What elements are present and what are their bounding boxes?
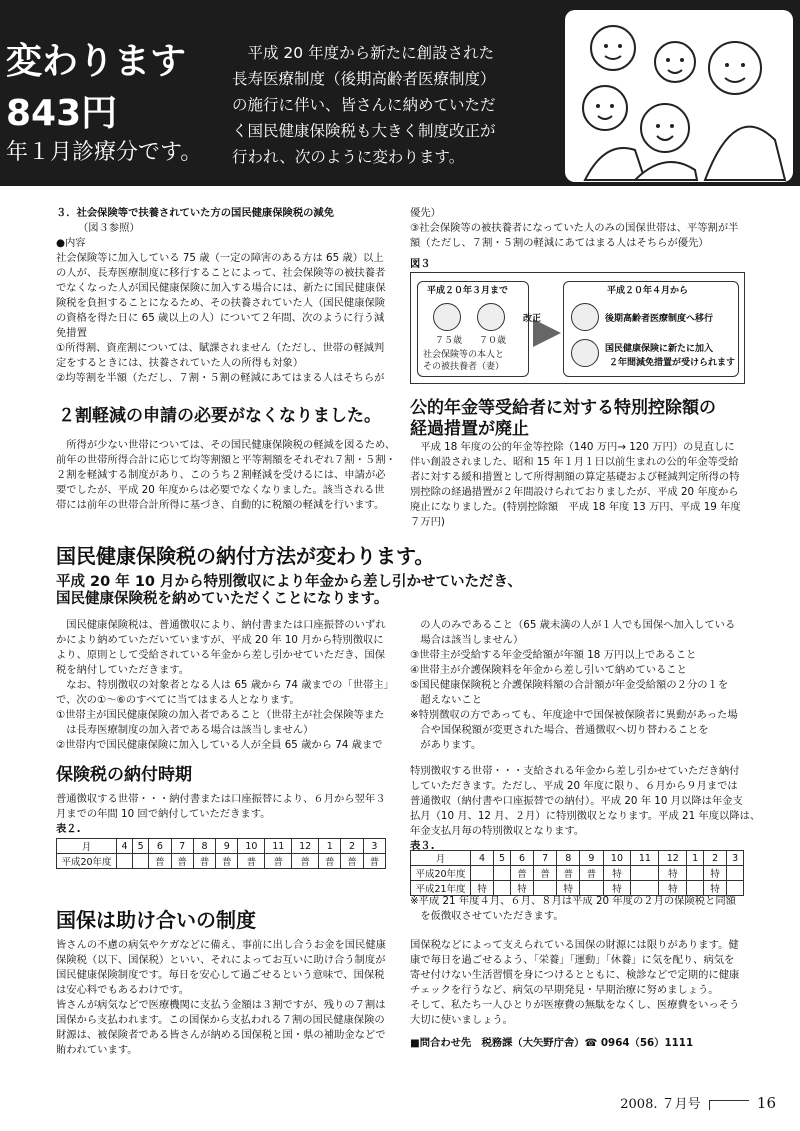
headline-1: 変わります bbox=[6, 41, 187, 82]
section3-title: ３．社会保険等で扶養されていた方の国民健康保険税の減免 bbox=[56, 207, 335, 219]
elder-face-icon bbox=[433, 303, 461, 331]
page-number: 16 bbox=[756, 1094, 776, 1112]
table-row: 平成20年度 普 普 普 普 普 普 普 普 普 普 bbox=[57, 854, 386, 869]
headline-3: 年１月診療分です。 bbox=[6, 140, 203, 165]
para-tokubetsu-right: の人のみであること（65 歳未満の人が１人でも国保へ加入している 場合は該当しません） ③世帯主が受給する年金受給額が年額 18 万円以上であること ④世帯主が介護保険料を年金から差し引いて納めていること ⑤国民健康保険税と介護保険料額の合計額が年金受給額の２分の１を 超えないこと ※特別徴収の方であっても、年度途中で国保被保険者に異動があった場 合や国保税額が変更された場合、普通徴収へ切り替わることを があります。 bbox=[410, 619, 738, 751]
figure3: 平成２０年３月まで ７５歳 ７０歳 社会保険等の本人と その被扶養者（妻） 改正 平成２０年４月から 後期高齢者医療制度へ移行 国民健康保険に新たに加入 ２年間減免措置が受けられます bbox=[410, 272, 745, 384]
heading-main: 国民健康保険税の納付方法が変わります。 bbox=[56, 544, 435, 568]
heading-2wari: ２割軽減の申請の必要がなくなりました。 bbox=[58, 406, 381, 426]
para-tokubetsu-left: 国民健康保険税は、普通徴収により、納付書または口座振替のいずれ かにより納めていただいていますが、平成 20 年 10 月から特別徴収に より、原則として受給されている年金から差し引かせていただき、国保 税を納付していただきます。 なお、特別徴収の対象者となる人は 65 歳から 74 歳までの「世帯主」 で、次の①～⑥のすべてに当てはまる人となります。 ①世帯主が国民健康保険の加入者であること（世帯主が社会保険等また は長寿医療制度の加入者である場合は該当しません） ②世帯内で国民健康保険に加入している人が全員 65 歳から 74 歳まで bbox=[56, 619, 394, 751]
para-help-left: 皆さんの不慮の病気やケガなどに備え、事前に出し合うお金を国民健康 保険税（以下、国保税）といい、それによってお互いに助け合う制度が 国民健康保険制度です。毎日を安心して過ごせるという意味で、国保税 は安心料でもあるわけです。 皆さんが病気などで医療機関に支払う金額は３割ですが、残りの７割は 国保から支払われます。この国保から支払われる７割の国民健康保険の 財源は、被保険者である皆さんが納める国保税と国・県の補助金などで 賄われています。 bbox=[56, 939, 386, 1056]
table3: 月 4 5 6 7 8 9 10 11 12 1 2 3 平成20年度 普 普 普 普 特 特 特 平成21年度 特 特 特 特 特 特 bbox=[410, 850, 744, 896]
para-timing-right: 特別徴収する世帯・・・支給される年金から差し引かせていただき納付 していただきます。ただし、平成 20 年度に限り、６月から９月までは 普通徴収（納付書や口座振替での納付）。平成 20 年 10 月以降は年金支 払月（10 月、12 月、２月）に特別徴収となります。平成 21 年度以降は、 年金支払月毎の特別徴収となります。 表３. bbox=[410, 765, 761, 852]
para-help-right: 国保税などによって支えられている国保の財源には限りがあります。健 康で毎日を過ごせるよう、「栄養」「運動」「休養」に気を配り、病気を 寄せ付けない生活習慣を身につけるとともに、検診などで定期的に健康 チェックを行うなど、病気の早期発見・早期治療に努めましょう。 そして、私たち一人ひとりが医療費の無駄をなくし、医療費をいっそう 大切に使いましょう。 bbox=[410, 939, 740, 1026]
contact-info: ■問合わせ先 税務課（大矢野庁舎）☎ 0964（56）1111 bbox=[410, 1037, 694, 1049]
table-row: 平成21年度 特 特 特 特 特 特 bbox=[411, 881, 744, 896]
family-illustration bbox=[565, 10, 793, 182]
figure3-label: 図３ bbox=[410, 258, 431, 270]
elder-face-icon bbox=[571, 303, 599, 331]
section3-right-text: 優先） ③社会保険等の被扶養者になっていた人のみの国保世帯は、平等割が半 額（ただし、７割・５割の軽減にあてはまる人はそちらが優先） 図３ bbox=[410, 207, 739, 270]
table2: 月 4 5 6 7 8 9 10 11 12 1 2 3 平成20年度 普 普 普 普 普 普 普 普 普 普 bbox=[56, 838, 386, 869]
heading-help: 国保は助け合いの制度 bbox=[56, 908, 256, 932]
para-timing: 普通徴収する世帯・・・納付書または口座振替により、６月から翌年３ 月までの年間 10 回で納付していただきます。 表２. bbox=[56, 793, 386, 835]
header-banner bbox=[0, 0, 800, 186]
elder-face-icon bbox=[571, 339, 599, 367]
para-2wari: 所得が少ない世帯については、その国民健康保険税の軽減を図るため、 前年の世帯所得合計に応じて均等割額と平等割額をそれぞれ７割・５割・ ２割を軽減する制度があり、このうち２割軽減を受けるには、申請が必 要でしたが、平成 20 年度からは必要でなくなりました。該当される世 帯には前年の世帯合計所得に基づき、自動的に税額の軽減を行います。 bbox=[56, 439, 396, 511]
heading-pension: 公的年金等受給者に対する特別控除額の 経過措置が廃止 bbox=[410, 398, 716, 439]
heading-timing: 保険税の納付時期 bbox=[56, 765, 192, 785]
page-footer bbox=[620, 1093, 776, 1112]
headline-2: 843円 bbox=[6, 93, 118, 134]
section3-text: ３．社会保険等で扶養されていた方の国民健康保険税の減免 （図３参照） ●内容 社会保険等に加入している 75 歳（一定の障害のある方は 65 歳）以上 の人が、長寿医療制度に移行することによって、社会保険等の被扶養者 でなくなった人が国民健康保険に加入する場合には、新たに国民健康保 険税を負担することになるため、その扶養されていた人（国民健康保険 の資格を得た日に 65 歳以上の人）について２年間、次のように行う減 免措置 ①所得割、資産割については、賦課されません（ただし、世帯の軽減判 定をするときには、扶養されていた人の所得も対象） ②均等割を半額（ただし、７割・５割の軽減にあてはまる人はそちらが bbox=[56, 207, 386, 384]
note-table3: ※平成 21 年度４月、６月、８月は平成 20 年度の２月の保険税と同額 を仮徴収させていただきます。 bbox=[410, 895, 736, 922]
table-row: 平成20年度 普 普 普 普 特 特 特 bbox=[411, 866, 744, 881]
elder-face-icon bbox=[477, 303, 505, 331]
para-pension: 平成 18 年度の公的年金等控除（140 万円→ 120 万円）の見直しに 伴い創設されました、昭和 15 年１月１日以前生まれの公的年金等受給 者に対する緩和措置として所得割額の算定基礎および軽減判定所得の特 別控除の経過措置が２年間設けられておりましたが、平成 20 年度から 廃止になりました。(特別控除額 平成 18 年度 13 万円、平成 19 年度 ７万円) bbox=[410, 441, 741, 528]
issue-label: 2008. ７月号 bbox=[620, 1097, 701, 1112]
intro-text: 平成 20 年度から新たに創設された 長寿医療制度（後期高齢者医療制度） の施行に伴い、皆さんに納めていただ く国民健康保険税も大きく制度改正が 行われ、次のように変わります。 bbox=[232, 44, 496, 166]
footer-rule bbox=[709, 1100, 749, 1110]
heading-sub: 平成 20 年 10 月から特別徴収により年金から差し引かせていただき、 国民健康保険税を納めていただくことになります。 bbox=[56, 574, 522, 607]
